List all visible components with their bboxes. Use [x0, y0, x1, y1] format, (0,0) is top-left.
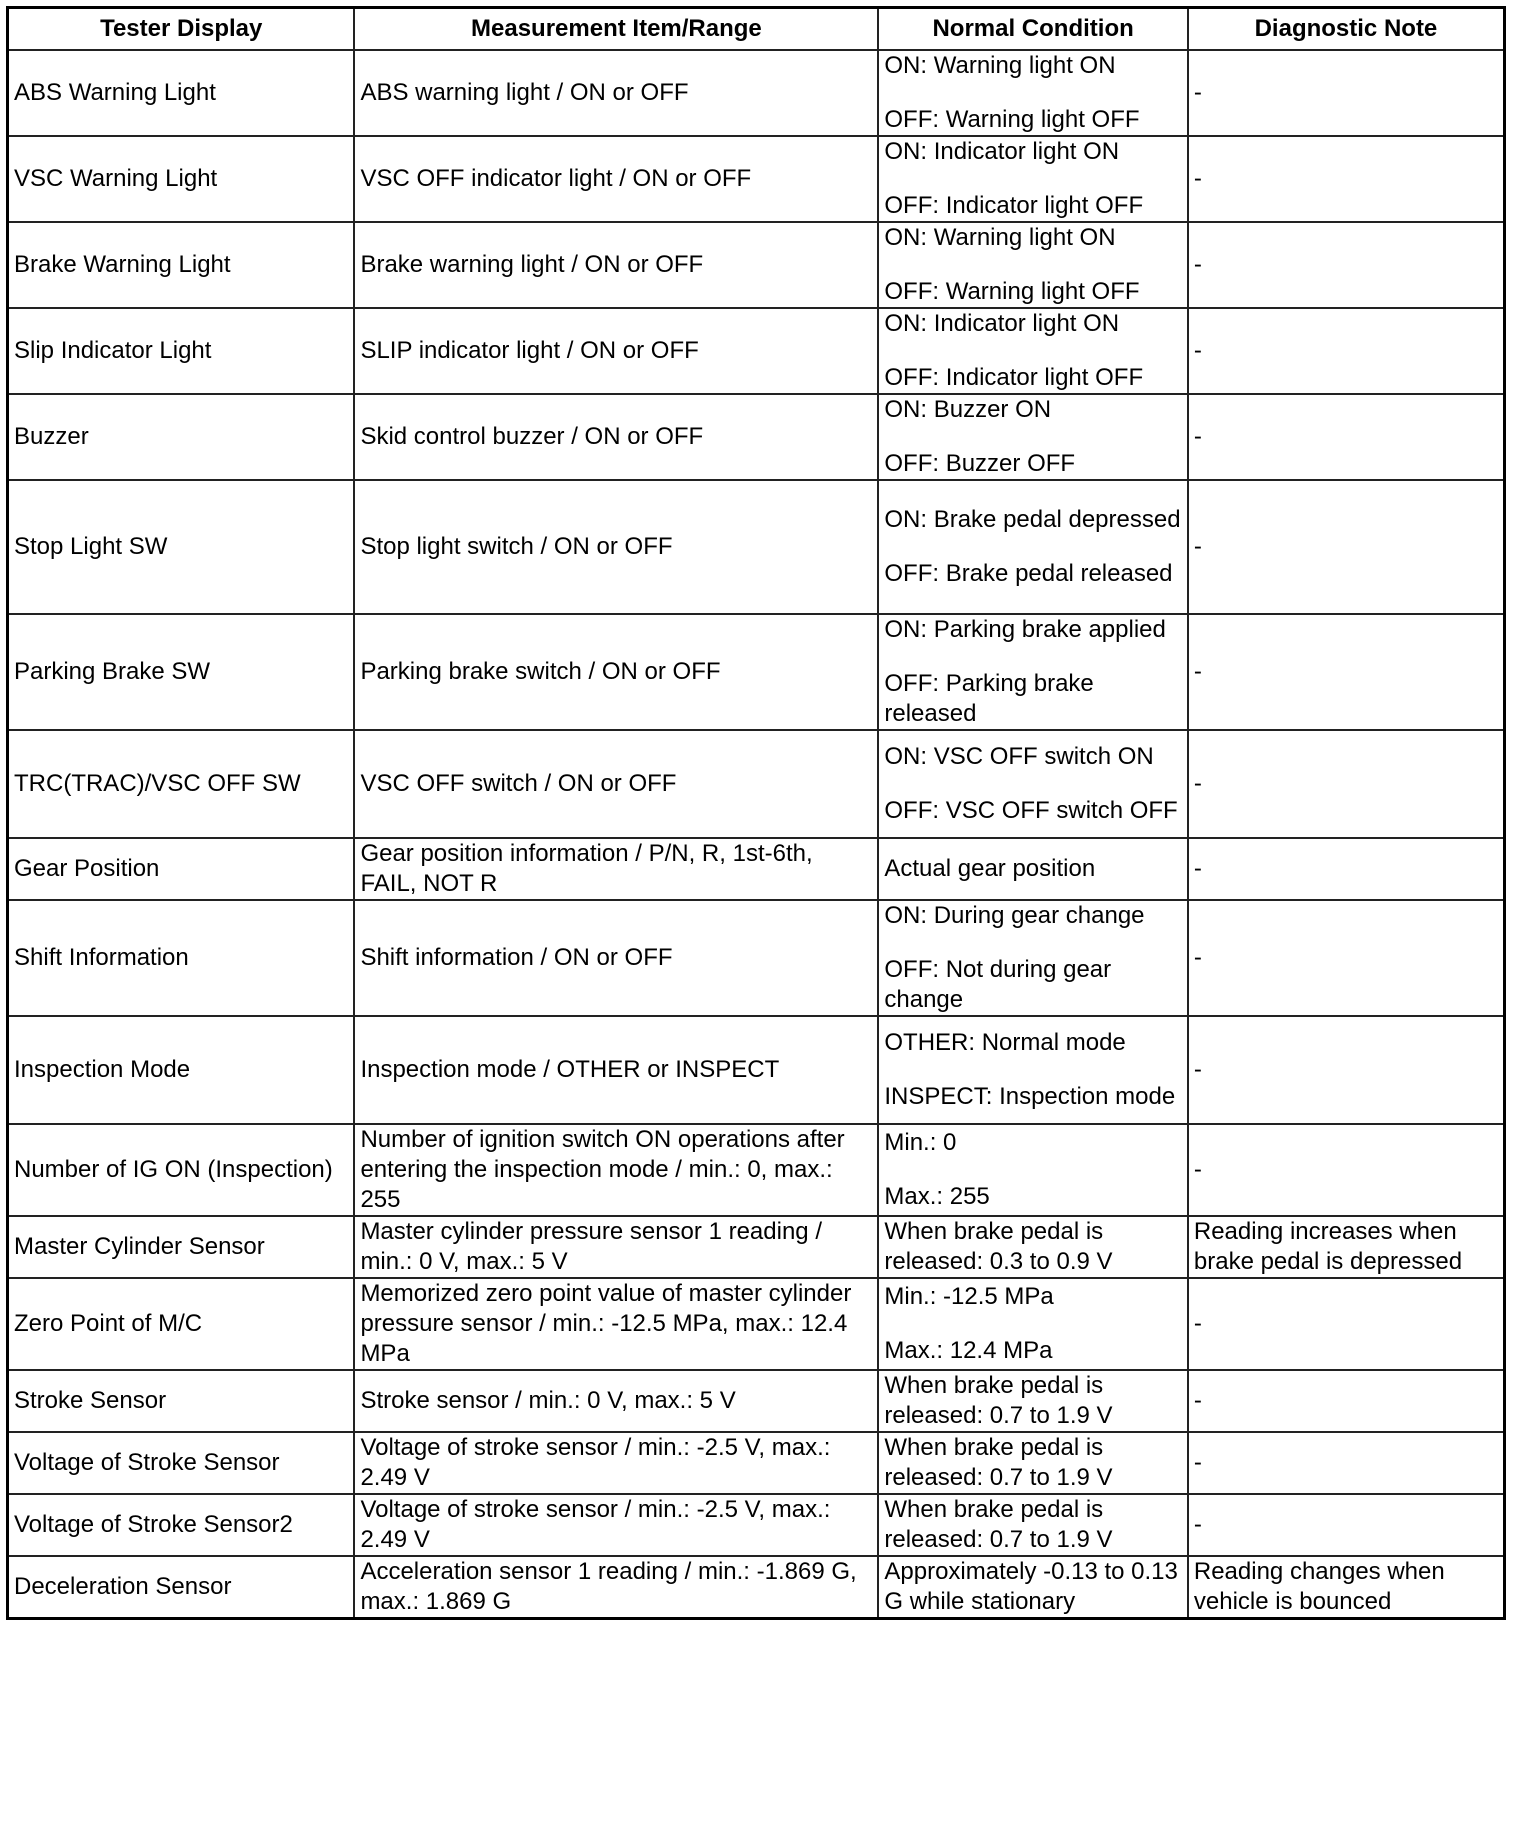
normal-condition-cell — [878, 1016, 1188, 1124]
tester-display-cell: ABS Warning Light — [8, 50, 355, 136]
normal-condition-cell — [878, 308, 1188, 394]
tester-display-cell: Voltage of Stroke Sensor — [8, 1432, 355, 1494]
header-row — [8, 8, 1505, 51]
table-row — [8, 50, 1505, 136]
tester-display-cell: Master Cylinder Sensor — [8, 1216, 355, 1278]
measurement-item-cell: Memorized zero point value of master cylinder pressure sensor / min.: -12.5 MPa, max.: 12.4 MPa — [354, 1278, 878, 1370]
condition-line: ON: Warning light ON — [884, 52, 1116, 79]
normal-condition-cell — [878, 838, 1188, 900]
data-list-document — [6, 6, 1506, 1620]
diagnostic-note-cell: - — [1188, 614, 1505, 730]
normal-condition-cell — [878, 1370, 1188, 1432]
header-measurement-item: Measurement Item/Range — [354, 8, 878, 51]
header-tester-display: Tester Display — [8, 8, 355, 51]
diagnostic-note-cell: - — [1188, 480, 1505, 614]
condition-line: Approximately -0.13 to 0.13 G while stationary — [884, 1558, 1178, 1615]
measurement-item-cell: Skid control buzzer / ON or OFF — [354, 394, 878, 480]
condition-line: OFF: Not during gear change — [884, 956, 1112, 1013]
table-row — [8, 1370, 1505, 1432]
tester-display-cell: VSC Warning Light — [8, 136, 355, 222]
table-row — [8, 1556, 1505, 1619]
normal-condition-cell — [878, 1216, 1188, 1278]
tester-display-cell: Shift Information — [8, 900, 355, 1016]
tester-display-cell: Stop Light SW — [8, 480, 355, 614]
table-row — [8, 136, 1505, 222]
condition-line: Actual gear position — [884, 855, 1096, 882]
table-row — [8, 730, 1505, 838]
diagnostic-note-cell: - — [1188, 1278, 1505, 1370]
tester-display-cell: Gear Position — [8, 838, 355, 900]
table-row — [8, 900, 1505, 1016]
table-row — [8, 222, 1505, 308]
diagnostic-note-cell: Reading increases when brake pedal is depressed — [1188, 1216, 1505, 1278]
condition-line: OFF: Indicator light OFF — [884, 364, 1144, 391]
diagnostic-note-cell: - — [1188, 1124, 1505, 1216]
diagnostic-note-cell: - — [1188, 308, 1505, 394]
measurement-item-cell: Voltage of stroke sensor / min.: -2.5 V, max.: 2.49 V — [354, 1432, 878, 1494]
measurement-item-cell: ABS warning light / ON or OFF — [354, 50, 878, 136]
condition-line: ON: Brake pedal depressed — [884, 506, 1181, 533]
tester-display-cell: Buzzer — [8, 394, 355, 480]
normal-condition-cell — [878, 1432, 1188, 1494]
condition-line: ON: Indicator light ON — [884, 310, 1120, 337]
table-body — [8, 50, 1505, 1619]
diagnostic-note-cell: - — [1188, 1494, 1505, 1556]
measurement-item-cell: Stroke sensor / min.: 0 V, max.: 5 V — [354, 1370, 878, 1432]
measurement-item-cell: Number of ignition switch ON operations after entering the inspection mode / min.: 0, max.: 255 — [354, 1124, 878, 1216]
measurement-item-cell: Brake warning light / ON or OFF — [354, 222, 878, 308]
tester-display-cell: Slip Indicator Light — [8, 308, 355, 394]
table-row — [8, 394, 1505, 480]
normal-condition-cell — [878, 900, 1188, 1016]
header-normal-condition: Normal Condition — [878, 8, 1188, 51]
table-row — [8, 1216, 1505, 1278]
tester-display-cell: TRC(TRAC)/VSC OFF SW — [8, 730, 355, 838]
condition-line: ON: VSC OFF switch ON — [884, 743, 1154, 770]
condition-line: INSPECT: Inspection mode — [884, 1083, 1176, 1110]
condition-line: Max.: 12.4 MPa — [884, 1337, 1053, 1364]
tester-display-cell: Brake Warning Light — [8, 222, 355, 308]
condition-line: When brake pedal is released: 0.7 to 1.9 V — [884, 1434, 1113, 1491]
measurement-item-cell: Acceleration sensor 1 reading / min.: -1.869 G, max.: 1.869 G — [354, 1556, 878, 1619]
tester-display-cell: Inspection Mode — [8, 1016, 355, 1124]
measurement-item-cell: Parking brake switch / ON or OFF — [354, 614, 878, 730]
header-diagnostic-note: Diagnostic Note — [1188, 8, 1505, 51]
condition-line: ON: Parking brake applied — [884, 616, 1166, 643]
normal-condition-cell — [878, 1494, 1188, 1556]
diagnostic-note-cell: - — [1188, 1016, 1505, 1124]
tester-display-cell: Number of IG ON (Inspection) — [8, 1124, 355, 1216]
condition-line: ON: Buzzer ON — [884, 396, 1052, 423]
condition-line: OFF: Warning light OFF — [884, 278, 1140, 305]
condition-line: ON: Indicator light ON — [884, 138, 1120, 165]
tester-display-cell: Parking Brake SW — [8, 614, 355, 730]
normal-condition-cell — [878, 1278, 1188, 1370]
diagnostic-note-cell: - — [1188, 1370, 1505, 1432]
measurement-item-cell: VSC OFF indicator light / ON or OFF — [354, 136, 878, 222]
normal-condition-cell — [878, 50, 1188, 136]
normal-condition-cell — [878, 222, 1188, 308]
diagnostic-note-cell: - — [1188, 50, 1505, 136]
condition-line: OFF: VSC OFF switch OFF — [884, 797, 1178, 824]
tester-display-cell: Stroke Sensor — [8, 1370, 355, 1432]
data-list-table — [6, 6, 1506, 1620]
measurement-item-cell: SLIP indicator light / ON or OFF — [354, 308, 878, 394]
condition-line: OFF: Indicator light OFF — [884, 192, 1144, 219]
condition-line: When brake pedal is released: 0.3 to 0.9 V — [884, 1218, 1113, 1275]
tester-display-cell: Voltage of Stroke Sensor2 — [8, 1494, 355, 1556]
measurement-item-cell: Inspection mode / OTHER or INSPECT — [354, 1016, 878, 1124]
diagnostic-note-cell: Reading changes when vehicle is bounced — [1188, 1556, 1505, 1619]
condition-line: OFF: Brake pedal released — [884, 560, 1173, 587]
table-row — [8, 1278, 1505, 1370]
condition-line: When brake pedal is released: 0.7 to 1.9 V — [884, 1372, 1113, 1429]
normal-condition-cell — [878, 1556, 1188, 1619]
table-row — [8, 1124, 1505, 1216]
normal-condition-cell — [878, 730, 1188, 838]
diagnostic-note-cell: - — [1188, 136, 1505, 222]
table-row — [8, 1432, 1505, 1494]
diagnostic-note-cell: - — [1188, 222, 1505, 308]
measurement-item-cell: Gear position information / P/N, R, 1st-6th, FAIL, NOT R — [354, 838, 878, 900]
condition-line: ON: Warning light ON — [884, 224, 1116, 251]
table-row — [8, 308, 1505, 394]
normal-condition-cell — [878, 480, 1188, 614]
normal-condition-cell — [878, 614, 1188, 730]
normal-condition-cell — [878, 394, 1188, 480]
diagnostic-note-cell: - — [1188, 900, 1505, 1016]
condition-line: Min.: 0 — [884, 1129, 957, 1156]
condition-line: OFF: Warning light OFF — [884, 106, 1140, 133]
condition-line: Max.: 255 — [884, 1183, 990, 1210]
tester-display-cell: Zero Point of M/C — [8, 1278, 355, 1370]
table-row — [8, 480, 1505, 614]
normal-condition-cell — [878, 136, 1188, 222]
table-row — [8, 614, 1505, 730]
condition-line: ON: During gear change — [884, 902, 1145, 929]
table-header — [8, 8, 1505, 51]
condition-line: OTHER: Normal mode — [884, 1029, 1126, 1056]
measurement-item-cell: VSC OFF switch / ON or OFF — [354, 730, 878, 838]
condition-line: OFF: Parking brake released — [884, 670, 1094, 727]
measurement-item-cell: Shift information / ON or OFF — [354, 900, 878, 1016]
table-row — [8, 838, 1505, 900]
measurement-item-cell: Voltage of stroke sensor / min.: -2.5 V, max.: 2.49 V — [354, 1494, 878, 1556]
measurement-item-cell: Master cylinder pressure sensor 1 reading / min.: 0 V, max.: 5 V — [354, 1216, 878, 1278]
condition-line: Min.: -12.5 MPa — [884, 1283, 1054, 1310]
diagnostic-note-cell: - — [1188, 394, 1505, 480]
table-row — [8, 1016, 1505, 1124]
diagnostic-note-cell: - — [1188, 1432, 1505, 1494]
diagnostic-note-cell: - — [1188, 838, 1505, 900]
condition-line: OFF: Buzzer OFF — [884, 450, 1076, 477]
diagnostic-note-cell: - — [1188, 730, 1505, 838]
condition-line: When brake pedal is released: 0.7 to 1.9 V — [884, 1496, 1113, 1553]
tester-display-cell: Deceleration Sensor — [8, 1556, 355, 1619]
normal-condition-cell — [878, 1124, 1188, 1216]
table-row — [8, 1494, 1505, 1556]
measurement-item-cell: Stop light switch / ON or OFF — [354, 480, 878, 614]
